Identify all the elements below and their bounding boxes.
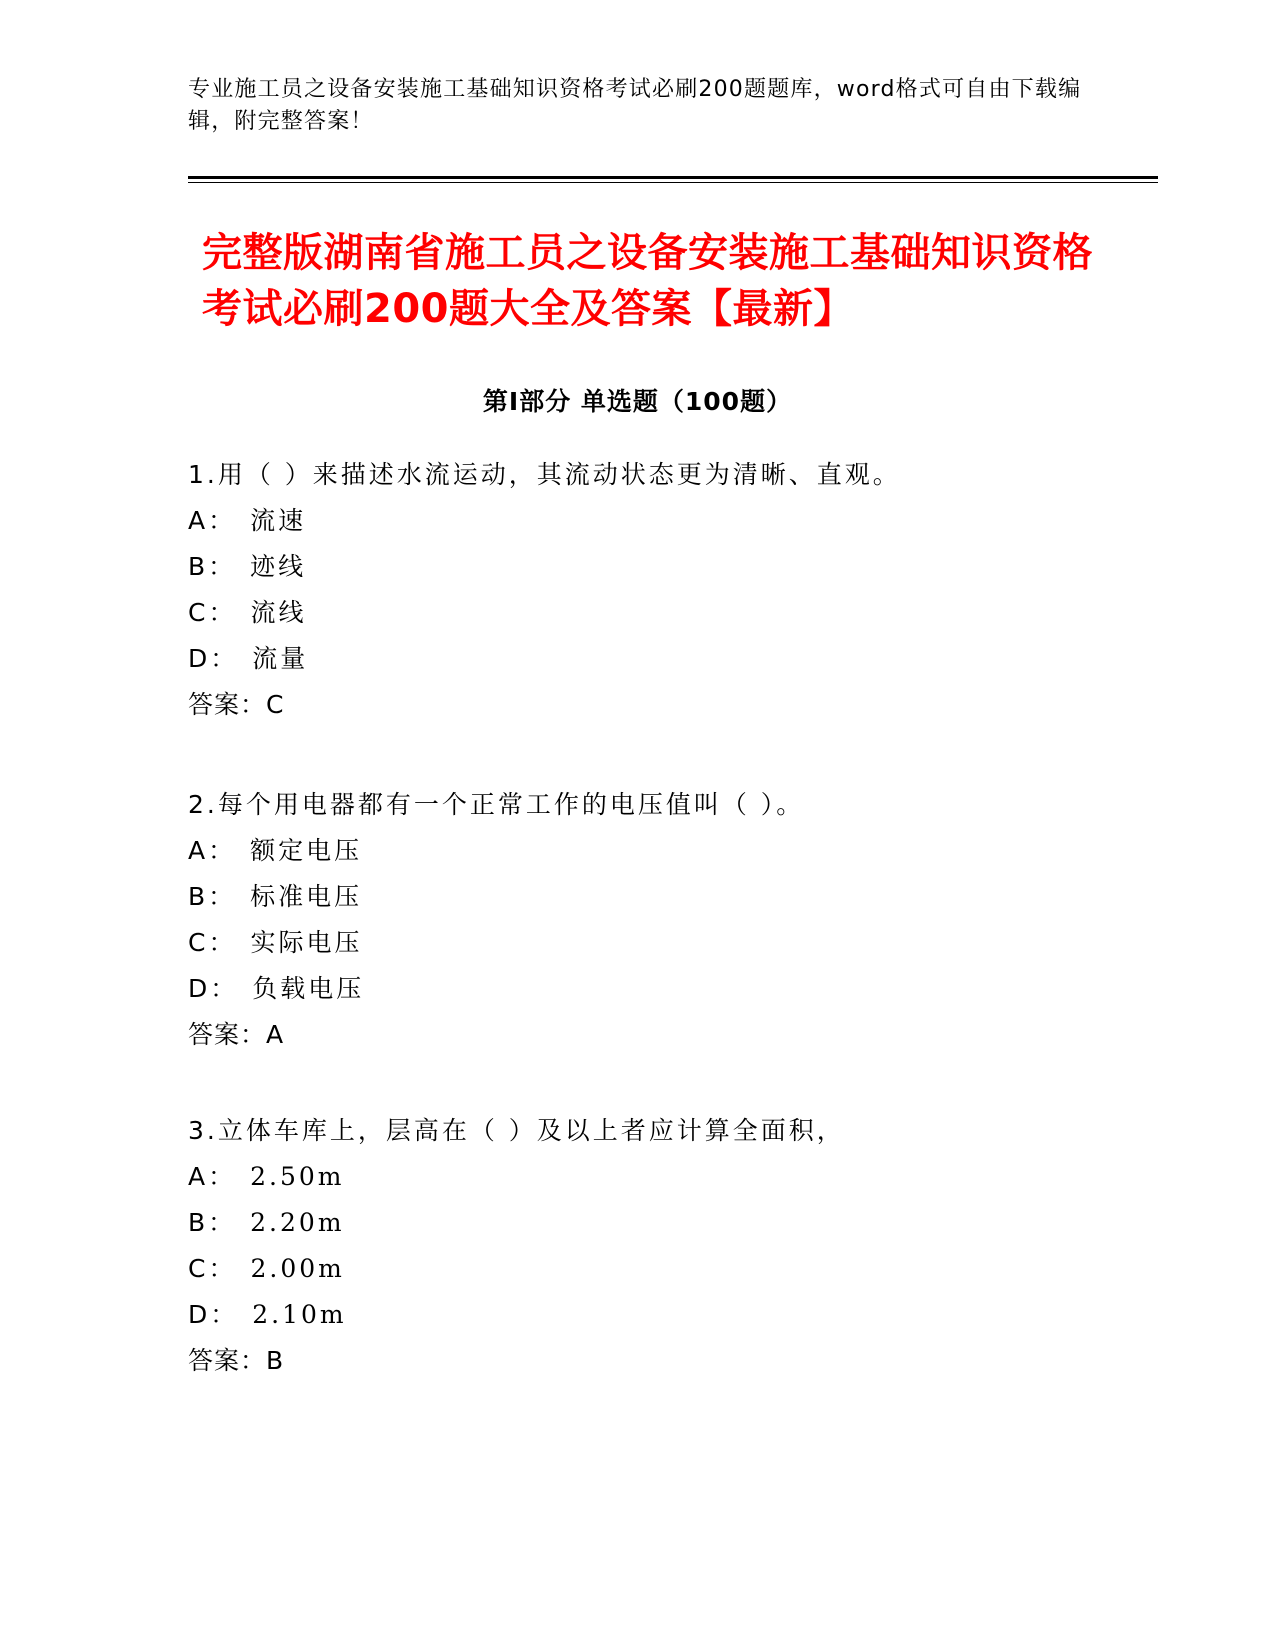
answer: 答案：B [188, 1346, 285, 1375]
option-d [188, 1292, 1168, 1338]
question-stem: 1.用（ ）来描述水流运动，其流动状态更为清晰、直观。 [188, 460, 901, 489]
answer: 答案：A [188, 1020, 285, 1049]
option-text: 负载电压 [252, 974, 365, 1003]
option-key: A： [188, 1162, 237, 1191]
option-key: C： [188, 928, 237, 957]
option-b [188, 1200, 1168, 1246]
option-text: 2.10m [252, 1300, 347, 1329]
question-stem: 3.立体车库上，层高在（ ）及以上者应计算全面积， [188, 1116, 845, 1145]
document-title: 完整版湖南省施工员之设备安装施工基础知识资格考试必刷200题大全及答案【最新】 [202, 230, 1093, 332]
option-c [188, 920, 1168, 966]
option-a [188, 498, 1168, 544]
option-c [188, 1246, 1168, 1292]
option-key: A： [188, 506, 237, 535]
option-key: A： [188, 836, 237, 865]
option-text: 标准电压 [250, 882, 363, 911]
option-key: D： [188, 974, 239, 1003]
header-divider-thick [188, 176, 1158, 179]
option-a [188, 828, 1168, 874]
option-text: 2.50m [250, 1162, 345, 1191]
option-c [188, 590, 1168, 636]
answer: 答案：C [188, 690, 285, 719]
question-1 [188, 452, 1168, 728]
option-d [188, 636, 1168, 682]
option-text: 实际电压 [250, 928, 363, 957]
option-key: C： [188, 598, 237, 627]
section-heading: 第I部分 单选题（100题） [482, 387, 793, 416]
option-d [188, 966, 1168, 1012]
option-b [188, 544, 1168, 590]
option-text: 流速 [250, 506, 307, 535]
question-stem: 2.每个用电器都有一个正常工作的电压值叫（ ）。 [188, 790, 805, 819]
header-divider-thin [188, 182, 1158, 183]
option-key: D： [188, 644, 239, 673]
question-2 [188, 782, 1168, 1058]
option-key: B： [188, 1208, 237, 1237]
option-text: 流量 [252, 644, 309, 673]
question-3 [188, 1108, 1168, 1384]
option-key: D： [188, 1300, 239, 1329]
header-note: 专业施工员之设备安装施工基础知识资格考试必刷200题题库，word格式可自由下载编辑，附完整答案！ [188, 77, 1082, 134]
option-text: 额定电压 [250, 836, 363, 865]
option-text: 流线 [250, 598, 307, 627]
option-key: C： [188, 1254, 237, 1283]
option-a [188, 1154, 1168, 1200]
option-text: 迹线 [250, 552, 307, 581]
option-key: B： [188, 882, 237, 911]
option-b [188, 874, 1168, 920]
option-text: 2.00m [250, 1254, 345, 1283]
option-text: 2.20m [250, 1208, 345, 1237]
option-key: B： [188, 552, 237, 581]
